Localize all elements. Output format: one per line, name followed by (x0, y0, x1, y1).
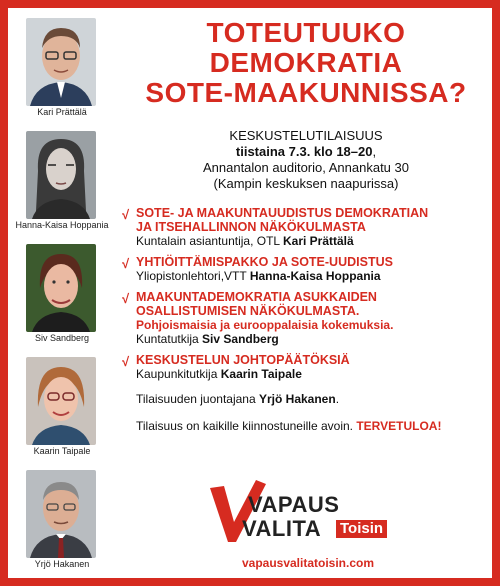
speaker-name: Hanna-Kaisa Hoppania (249, 269, 381, 283)
open-text: Tilaisuus on kaikille kiinnostuneille avoin. (136, 419, 357, 433)
speaker-name: Kaarin Taipale (220, 367, 302, 381)
event-date-suffix: , (372, 144, 377, 159)
speaker-role: Yliopistonlehtori,VTT (136, 269, 250, 283)
program-list (122, 206, 492, 434)
event-date: tiistaina 7.3. klo 18–20 (235, 144, 373, 159)
speaker-name: Kaarin Taipale (33, 446, 91, 456)
program-item-subtitle: Pohjoismaisia ja eurooppalaisia kokemuksia. (136, 318, 394, 332)
program-item-title: SOTE- JA MAAKUNTAUUDISTUS DEMOKRATIAN (136, 206, 429, 220)
logo-line: VAPAUS (248, 492, 340, 517)
website-link[interactable]: vapausvalitatoisin.com (241, 556, 375, 570)
title-line: DEMOKRATIA (209, 47, 403, 78)
portrait-woman-long-hair-icon (26, 131, 96, 219)
event-venue: Annantalon auditorio, Annankatu 30 (202, 160, 409, 175)
program-item-speaker (136, 269, 492, 284)
speaker-role: Kuntatutkija (136, 332, 203, 346)
event-title (126, 18, 486, 108)
program-item (122, 206, 492, 249)
checkmark-icon: √ (122, 207, 130, 222)
logo-line: VALITA (242, 516, 322, 541)
program-item-title: JA ITSEHALLINNON NÄKÖKULMASTA (136, 220, 366, 234)
title-line: SOTE-MAAKUNNISSA? (145, 77, 467, 108)
portrait-woman-short-hair-icon (26, 244, 96, 332)
open-line (136, 419, 492, 434)
speaker-role: Kuntalain asiantuntija, OTL (136, 234, 283, 248)
program-item-speaker (136, 332, 492, 347)
program-item (122, 353, 492, 382)
checkmark-icon: √ (122, 256, 130, 271)
speaker-card (14, 14, 110, 127)
portrait-man-glasses-icon (26, 18, 96, 106)
poster-paper (8, 8, 492, 578)
program-item-title: OSALLISTUMISEN NÄKÖKULMASTA. (136, 304, 360, 318)
event-note: (Kampin keskuksen naapurissa) (213, 176, 399, 191)
logo-tag: Toisin (336, 520, 387, 538)
event-type: KESKUSTELUTILAISUUS (229, 128, 383, 143)
host-text: Tilaisuuden juontajana (136, 392, 259, 406)
checkmark-icon: √ (122, 291, 130, 306)
program-item-title: MAAKUNTADEMOKRATIA ASUKKAIDEN (136, 290, 377, 304)
host-suffix: . (335, 392, 340, 406)
event-info (126, 128, 486, 192)
program-item-title: YHTIÖITTÄMISPAKKO JA SOTE-UUDISTUS (136, 255, 393, 269)
host-name: Yrjö Hakanen (258, 392, 336, 406)
host-line (136, 392, 492, 407)
vapaus-valita-toisin-logo (208, 478, 398, 548)
program-item (122, 255, 492, 284)
speaker-name: Yrjö Hakanen (34, 559, 90, 569)
speaker-role: Kaupunkitutkija (136, 367, 221, 381)
speaker-name: Siv Sandberg (34, 333, 90, 343)
speaker-card (14, 127, 110, 240)
checkmark-icon: √ (122, 354, 130, 369)
speaker-name: Kari Prättälä (282, 234, 354, 248)
speaker-card (14, 240, 110, 353)
portrait-woman-glasses-icon (26, 357, 96, 445)
event-date-line (126, 144, 486, 160)
speaker-card (14, 466, 110, 579)
speaker-card (14, 353, 110, 466)
program-item (122, 290, 492, 347)
program-item-speaker (136, 367, 492, 382)
program-item-title: KESKUSTELUN JOHTOPÄÄTÖKSIÄ (136, 353, 350, 367)
speaker-name: Hanna-Kaisa Hoppania (15, 220, 109, 230)
program-item-speaker (136, 234, 492, 249)
speaker-name: Kari Prättälä (37, 107, 87, 117)
speakers-column (14, 14, 110, 579)
speaker-name: Siv Sandberg (202, 332, 279, 346)
welcome-text: TERVETULOA! (356, 419, 442, 433)
title-line: TOTEUTUUKO (206, 17, 406, 48)
portrait-man-tie-icon (26, 470, 96, 558)
